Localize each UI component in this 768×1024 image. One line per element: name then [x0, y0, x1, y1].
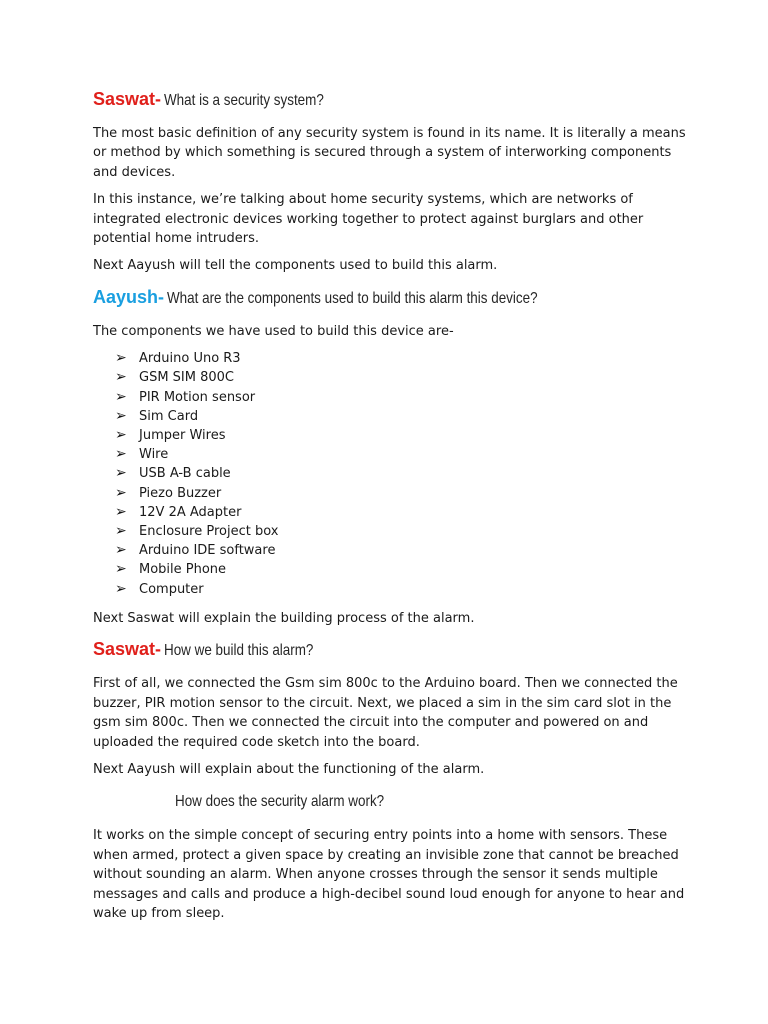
- list-item: [115, 426, 693, 445]
- arrow-bullet-icon: ➢: [115, 446, 127, 463]
- paragraph: It works on the simple concept of securing entry points into a home with sensors. These when armed, protect a given space by creating an invisible zone that cannot be breached without sounding an alarm. When anyone crosses through the sensor it sends multiple messages and calls and produce a high-decibel sound loud enough for anyone to hear and wake up from sleep.: [93, 828, 685, 921]
- section-heading-security-system: [93, 86, 693, 114]
- list-item: [115, 445, 693, 464]
- arrow-bullet-icon: ➢: [115, 523, 127, 540]
- list-item-text: Computer: [139, 581, 204, 597]
- question-text: How we build this alarm?: [164, 642, 314, 660]
- question-text: What are the components used to build this alarm this device?: [167, 289, 538, 307]
- arrow-bullet-icon: ➢: [115, 580, 127, 597]
- list-item-text: USB A-B cable: [139, 466, 231, 482]
- list-item: [115, 464, 693, 483]
- paragraph: The most basic definition of any security system is found in its name. It is literally a means or method by which something is secured through a system of interworking components and devices.: [93, 126, 686, 180]
- speaker-label: Aayush-: [93, 286, 165, 307]
- speaker-label: Saswat-: [93, 89, 162, 109]
- list-item: [115, 388, 693, 407]
- list-item-text: Mobile Phone: [139, 562, 227, 578]
- list-item-text: Arduino Uno R3: [139, 351, 241, 367]
- paragraph: Next Aayush will explain about the functioning of the alarm.: [93, 761, 485, 777]
- list-item: [115, 484, 693, 503]
- list-item-text: Sim Card: [139, 408, 199, 424]
- section-heading-build: [93, 636, 693, 664]
- arrow-bullet-icon: ➢: [115, 369, 127, 386]
- arrow-bullet-icon: ➢: [115, 484, 127, 501]
- list-item-text: Piezo Buzzer: [139, 485, 222, 501]
- list-item: [115, 541, 693, 560]
- list-item-text: Jumper Wires: [139, 428, 226, 444]
- paragraph: First of all, we connected the Gsm sim 800c to the Arduino board. Then we connected the buzzer, PIR motion sensor to the circuit. Next, we placed a sim in the sim card slot in the gsm sim 800c. Then we connected the circuit into the computer and powered on and uploaded the required code sketch into the board.: [93, 676, 678, 750]
- document-body: [93, 86, 693, 931]
- paragraph: In this instance, we’re talking about home security systems, which are networks of integrated electronic devices working together to protect against burglars and other potential home intruders.: [93, 192, 644, 247]
- list-item: [115, 368, 693, 387]
- arrow-bullet-icon: ➢: [115, 388, 127, 405]
- paragraph: Next Aayush will tell the components used to build this alarm.: [93, 258, 498, 274]
- paragraph: Next Saswat will explain the building process of the alarm.: [93, 610, 475, 626]
- arrow-bullet-icon: ➢: [115, 350, 127, 367]
- arrow-bullet-icon: ➢: [115, 407, 127, 424]
- list-item: [115, 407, 693, 426]
- section-heading-components: [93, 284, 693, 312]
- arrow-bullet-icon: ➢: [115, 561, 127, 578]
- list-item-text: 12V 2A Adapter: [139, 504, 242, 520]
- section-heading-how-it-works: [175, 789, 693, 814]
- question-text: How does the security alarm work?: [175, 793, 385, 811]
- list-item: [115, 349, 693, 368]
- list-item-text: PIR Motion sensor: [139, 389, 256, 405]
- speaker-label: Saswat-: [93, 639, 162, 660]
- list-item: [115, 522, 693, 541]
- components-list: [115, 349, 693, 599]
- arrow-bullet-icon: ➢: [115, 427, 127, 444]
- list-item-text: Wire: [139, 447, 169, 463]
- list-item: [115, 503, 693, 522]
- arrow-bullet-icon: ➢: [115, 503, 127, 520]
- arrow-bullet-icon: ➢: [115, 465, 127, 482]
- list-item: [115, 580, 693, 599]
- list-item-text: GSM SIM 800C: [139, 370, 234, 386]
- arrow-bullet-icon: ➢: [115, 542, 127, 559]
- list-item: [115, 560, 693, 579]
- question-text: What is a security system?: [164, 92, 324, 109]
- list-item-text: Enclosure Project box: [139, 524, 279, 540]
- paragraph: The components we have used to build this device are-: [93, 323, 454, 339]
- list-item-text: Arduino IDE software: [139, 543, 276, 559]
